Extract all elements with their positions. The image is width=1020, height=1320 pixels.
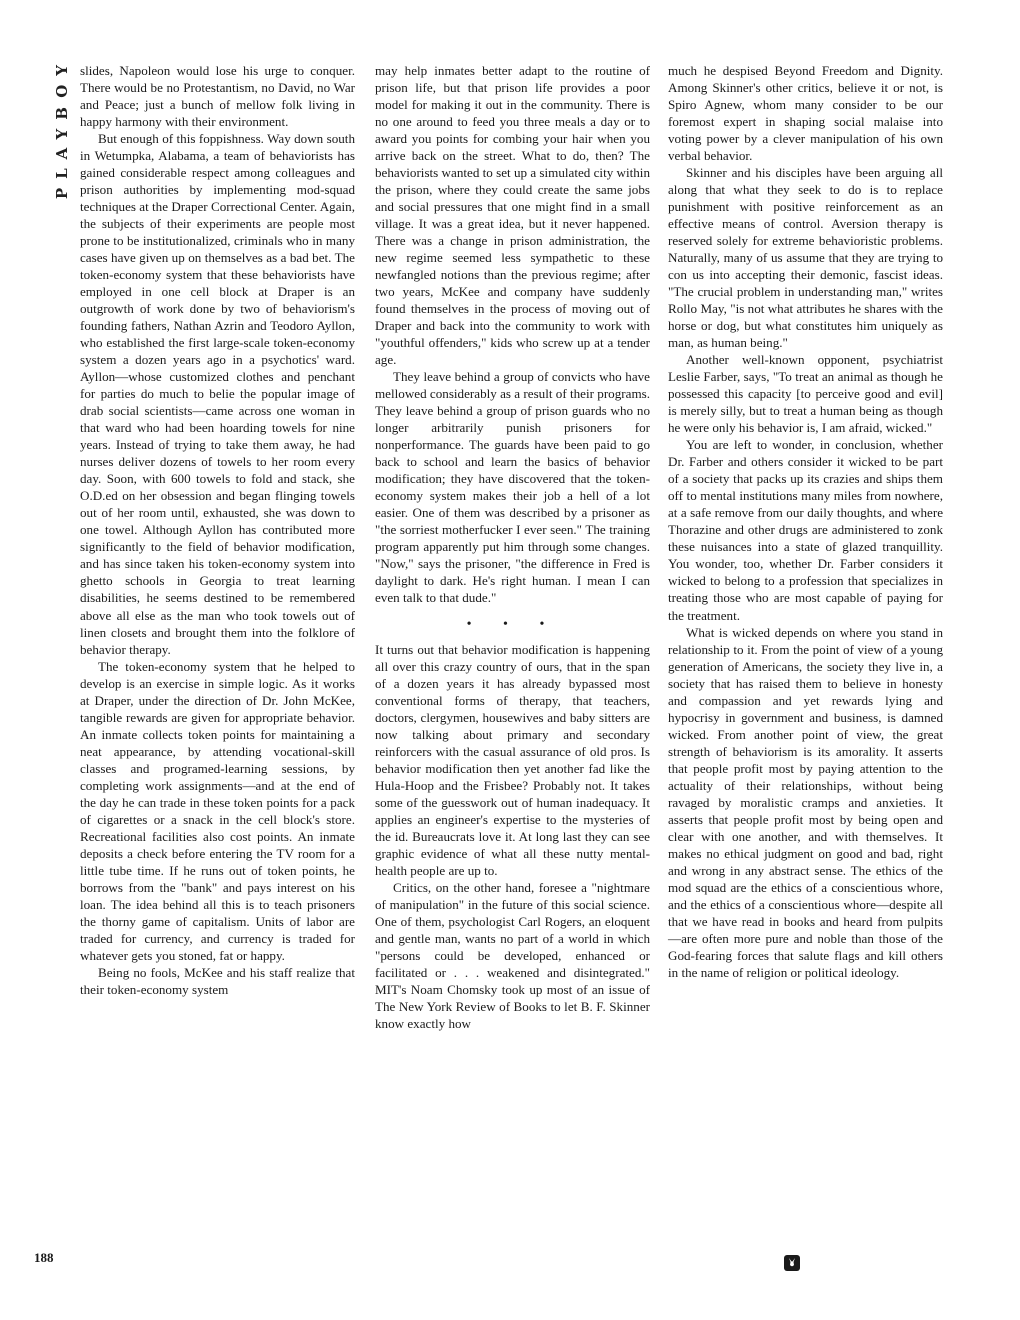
page-number: 188: [34, 1250, 54, 1265]
section-break: • • •: [466, 616, 559, 632]
paragraph: It turns out that behavior modification is happening all over this crazy country of ours, that in the span of a dozen years it has already bypassed most conventional forms of therapy, that teachers, doctors, clergymen, housewives and baby sitters are now talking about primary and secondary reinforcers with the casual assurance of old pros. Is behavior modification then yet another fad like the Hula-Hoop and the Frisbee? Probably not. It takes some of the guesswork out of human inadequacy. It applies an engineer's expertise to the mysteries of the id. Bureaucrats love it. At long last they can see graphic evidence of what all these nutty mental-health people are up to.: [375, 641, 650, 878]
article-column-1: [80, 62, 355, 998]
magazine-masthead: [50, 58, 74, 198]
paragraph: They leave behind a group of convicts who have mellowed considerably as a result of their programs. They leave behind a group of prison guards who no longer arbitrarily punish prisoners for nonperformance. The guards have been paid to go back to school and learn the basics of behavior modification; they have discovered that the token-economy system makes their job a hell of a lot easier. One of them was described by a prisoner as "the sorriest motherfucker I ever seen." The training program apparently put him through some changes. "Now," says the prisoner, "the difference in Fred is daylight to dark. He's right human. I mean I can even talk to that dude.": [375, 369, 650, 606]
paragraph: But enough of this foppishness. Way down south in Wetumpka, Alabama, a team of behaviorists has gained considerable respect among colleagues and prison authorities by implementing mod-squad techniques at the Draper Correctional Center. Again, the subjects of their experiments are people most prone to be institutionalized, criminals who in many cases have given up on themselves as a bad bet. The token-economy system that these behaviorists have employed in one cell block at Draper is an outgrowth of work done by two of behaviorism's founding fathers, Nathan Azrin and Teodoro Ayllon, who established the first large-scale token-economy system a dozen years ago in a psychotics' ward. Ayllon—whose customized clothes and penchant for parties do much to belie the popular image of drab social scientists—came across one woman in that ward who had been hoarding towels for nine years. Instead of trying to take them away, he had nurses deliver dozens of towels to her room every day. Soon, with 600 towels to fold and stack, she O.D.ed on her obsession and began flinging towels out of her room until, exhausted, she was down to one towel. Although Ayllon has contributed more significantly to the field of behavior modification, and has since taken his token-economy system into ghetto schools in Georgia to treat learning disabilities, he seems destined to be remembered above all else as the man who took towels out of linen closets and brought them into the folklore of behavior therapy.: [80, 131, 355, 657]
paragraph: You are left to wonder, in conclusion, whether Dr. Farber and others consider it wicked to be part of a society that packs up its crazies and ships them off to mental institutions many miles from nowhere, at a safe remove from our daily thoughts, and where Thorazine and other drugs are administered to zonk these nuisances into a state of glazed tranquillity. You wonder, too, whether Dr. Farber considers it wicked to belong to a profession that specializes in treating those who are most capable of paying for the treatment.: [668, 437, 943, 623]
paragraph: Skinner and his disciples have been arguing all along that what they seek to do is to replace punishment with positive reinforcement as an effective means of control. Aversion therapy is reserved solely for extreme behavioristic problems. Naturally, many of us assume that they are trying to con us into accepting their demonic, fascist ideas. "The crucial problem in understanding man," writes Rollo May, "is not what attributes he shares with the horse or dog, but what constitutes him uniquely as man, as human being.": [668, 165, 943, 351]
rabbit-head-end-icon: [784, 1255, 800, 1271]
paragraph: much he despised Beyond Freedom and Dignity. Among Skinner's other critics, believe it or not, is Spiro Agnew, whom many consider to be our foremost expert in shaping social malaise into voting power by a clever manipulation of his own verbal behavior.: [668, 63, 943, 164]
article-column-2: [375, 62, 650, 1032]
paragraph: slides, Napoleon would lose his urge to conquer. There would be no Protestantism, no David, no War and Peace; just a bunch of mellow folk living in happy harmony with their environment.: [80, 63, 355, 130]
masthead-text: PLAYBOY: [53, 56, 71, 200]
paragraph: The token-economy system that he helped to develop is an exercise in simple logic. As it works at Draper, under the direction of Dr. John McKee, tangible rewards are given for appropriate behavior. An inmate collects token points for maintaining a neat appearance, by attending vocational-skill classes and programed-learning sessions, by completing work assignments—and at the end of the day he can trade in these token points for a pack of cigarettes or a snack in the cell block's store. Recreational facilities also cost points. An inmate deposits a check before entering the TV room for a little tube time. If he runs out of token points, he borrows from the "bank" and pays interest on his loan. The idea behind all this is to teach prisoners the thorny game of capitalism. Units of labor are traded for currency, and currency is traded for whatever gets you stoned, fat or happy.: [80, 658, 355, 963]
paragraph: Another well-known opponent, psychiatrist Leslie Farber, says, "To treat an animal as though he possessed this capacity [to perceive good and evil] is merely silly, but to treat a human being as though he were only his behavior is, I am afraid, wicked.": [668, 352, 943, 436]
paragraph: may help inmates better adapt to the routine of prison life, but that prison life provides a poor model for making it out in the community. There is no one around to feed you three meals a day or to award you points for combing your hair when you arrive back on the street. What to do, then? The behaviorists wanted to set up a simulated city within the prison, where they could create the same jobs and social pressures that one might find in a small village. It was a great idea, but it never happened. There was a change in prison administration, the new regime seemed less sympathetic to these newfangled notions than the previous regime; after two years, McKee and company have suddenly found themselves in the process of moving out of Draper and back into the community to work with "youthful offenders," kids who screw up at a tender age.: [375, 63, 650, 368]
article-column-3: [668, 62, 943, 981]
paragraph: What is wicked depends on where you stand in relationship to it. From the point of view of a young generation of Americans, the society they live in, a society that has raised them to believe in honesty and compassion and yet rewards lying and hypocrisy in government and business, is damned wicked. From another point of view, the great strength of behaviorism is its amorality. It asserts that people profit most by paying attention to the actuality of their relationships, without being ravaged by moralistic cramps and anxieties. It asserts that people profit most by being open and clear with one another, and with themselves. It makes no ethical judgment on good and bad, right and wrong in any abstract sense. The ethics of the mod squad are the ethics of a conscientious whore, and the ethics of a conscientious whore—despite all that we have read in books and heard from pulpits—are often more pure and noble than those of the God-fearing forces that salute flags and kill others in the name of religion or political ideology.: [668, 624, 943, 980]
paragraph: Critics, on the other hand, foresee a "nightmare of manipulation" in the future of this social science. One of them, psychologist Carl Rogers, an eloquent and gentle man, wants no part of a world in which "persons could be developed, enhanced or facilitated or . . . weakened and disintegrated." MIT's Noam Chomsky took up most of an issue of The New York Review of Books to let B. F. Skinner know exactly how: [375, 879, 650, 1031]
paragraph: Being no fools, McKee and his staff realize that their token-economy system: [80, 964, 355, 997]
